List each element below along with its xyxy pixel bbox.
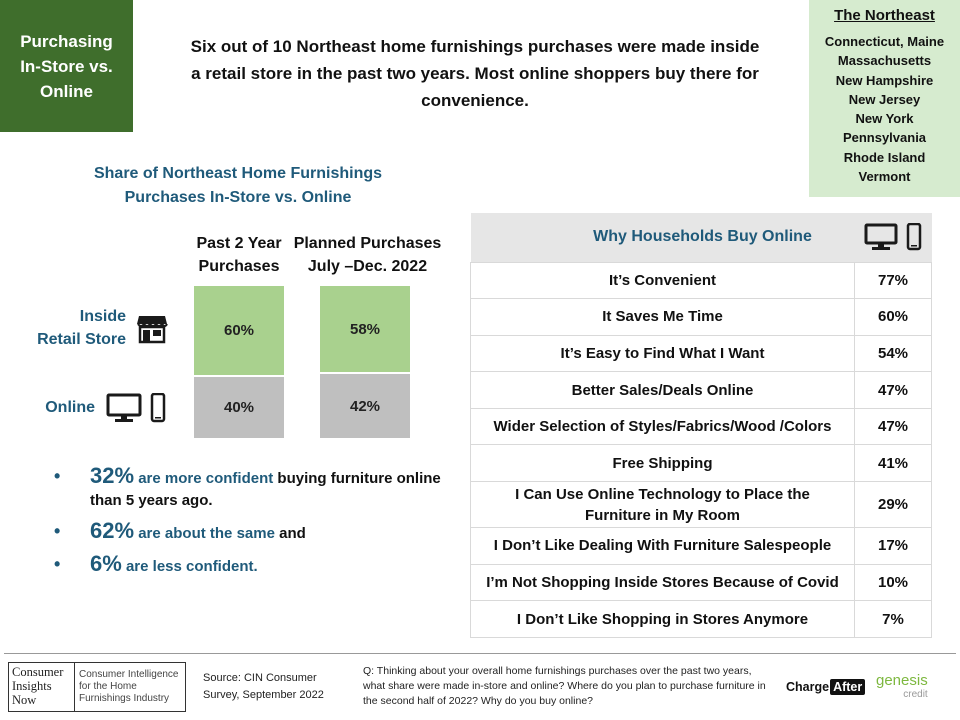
table-row (471, 445, 932, 482)
percent-cell: 17% (855, 528, 932, 565)
headline: Six out of 10 Northeast home furnishings purchases were made inside a retail store in the past two years. Most online shoppers buy there for convenience. (190, 37, 760, 110)
legend-instore-line1: Inside (79, 308, 126, 325)
legend-instore-line2: Retail Store (37, 331, 126, 348)
legend-instore-label (20, 305, 126, 351)
bar-online-1 (194, 377, 284, 438)
smartphone-icon (906, 223, 922, 251)
bar-value-label: 42% (349, 397, 381, 415)
desktop-icon (864, 223, 898, 251)
genesis-word: genesis (876, 672, 928, 689)
region-box (809, 0, 960, 197)
table-header-icons (855, 213, 932, 262)
region-state: Massachusetts (837, 53, 932, 69)
reason-cell: I Can Use Online Technology to Place the Furniture in My Room (471, 482, 855, 528)
region-states-list (809, 32, 960, 186)
percent-cell: 10% (855, 564, 932, 601)
store-icon (136, 312, 168, 344)
percent-cell: 47% (855, 372, 932, 409)
chart-title-line1: Share of Northeast Home Furnishings (93, 165, 383, 182)
desktop-icon (106, 393, 142, 423)
cin-logo-wordmark (9, 663, 75, 711)
logo-word: Consumer (12, 665, 64, 679)
bullet-highlight: are about the same (138, 525, 275, 542)
bar-value-label: 40% (223, 399, 255, 417)
section-title-line2: In-Store vs. (20, 56, 113, 76)
percent-cell: 29% (855, 482, 932, 528)
chart-category-label (183, 232, 295, 278)
chart-category-label (290, 232, 445, 278)
smartphone-icon (150, 393, 166, 423)
bullet-text: and (274, 525, 306, 542)
reason-cell: Better Sales/Deals Online (471, 372, 855, 409)
bullet-item (54, 520, 444, 545)
source-note (203, 670, 324, 704)
logo-word: Now (12, 693, 37, 707)
section-title-line1: Purchasing (20, 31, 113, 51)
bullet-dot: • (54, 554, 61, 574)
logo-tagline-line: Furnishings Industry (79, 693, 170, 704)
table-row (471, 564, 932, 601)
region-state: Connecticut, Maine (824, 34, 945, 49)
table-header-label: Why Households Buy Online (593, 228, 812, 246)
bullet-text: buying furniture online than 5 years ago. (90, 470, 441, 509)
bullet-item (54, 553, 444, 578)
logo-word: Insights (12, 679, 52, 693)
source-line: Survey, September 2022 (203, 689, 324, 701)
bullet-dot: • (54, 466, 61, 486)
bullet-highlight: are more confident (138, 470, 274, 487)
bullet-item (54, 465, 444, 512)
survey-question: Q: Thinking about your overall home furnishings purchases over the past two years, what share were made in-store and online? Where do you plan to purchase furniture in the second half of 2022? Why do you buy online? (363, 665, 766, 707)
chargeafter-word: Charge (786, 680, 830, 694)
percent-cell: 54% (855, 335, 932, 372)
legend-online-label: Online (45, 399, 95, 416)
table-row (471, 372, 932, 409)
bar-instore-2 (320, 286, 410, 374)
chargeafter-logo (786, 680, 865, 694)
percent-cell: 60% (855, 299, 932, 336)
table-row (471, 262, 932, 299)
reason-cell: It’s Convenient (471, 262, 855, 299)
cin-logo (8, 662, 186, 712)
chart-title-line2: Purchases In-Store vs. Online (124, 189, 352, 206)
table-row (471, 299, 932, 336)
reason-cell: Free Shipping (471, 445, 855, 482)
chart-title (70, 162, 406, 210)
category-label-line: Past 2 Year (196, 235, 282, 252)
bullet-percent: 32% (90, 463, 135, 488)
percent-cell: 7% (855, 601, 932, 638)
reason-cell: I’m Not Shopping Inside Stores Because of Covid (471, 564, 855, 601)
bar-online-2 (320, 374, 410, 438)
table-row (471, 408, 932, 445)
bar-value-label: 58% (349, 320, 381, 338)
category-label-line: July –Dec. 2022 (307, 258, 428, 275)
region-state: Pennsylvania (842, 130, 927, 146)
bar-value-label: 60% (223, 322, 255, 340)
cin-logo-tagline (75, 663, 183, 711)
reason-cell: It Saves Me Time (471, 299, 855, 336)
reason-cell: Wider Selection of Styles/Fabrics/Wood /Colors (471, 408, 855, 445)
table-header-row (471, 213, 932, 262)
region-title: The Northeast (834, 7, 935, 24)
genesis-credit-logo (876, 674, 928, 702)
percent-cell: 47% (855, 408, 932, 445)
logo-tagline-line: for the Home (79, 681, 137, 692)
bullet-dot: • (54, 521, 61, 541)
reason-cell: I Don’t Like Dealing With Furniture Salespeople (471, 528, 855, 565)
reason-cell: I Don’t Like Shopping in Stores Anymore (471, 601, 855, 638)
bullet-percent: 6% (90, 551, 122, 576)
table-row (471, 335, 932, 372)
category-label-line: Planned Purchases (293, 235, 442, 252)
section-title-box (0, 0, 133, 132)
region-state: New Hampshire (835, 72, 934, 88)
category-label-line: Purchases (198, 258, 280, 275)
region-state: New Jersey (848, 91, 921, 107)
logo-tagline-line: Consumer Intelligence (79, 669, 179, 680)
percent-cell: 41% (855, 445, 932, 482)
table-row (471, 482, 932, 528)
source-line: Source: CIN Consumer (203, 672, 317, 684)
why-buy-online-table (470, 213, 932, 638)
genesis-credit-word: credit (903, 689, 928, 700)
section-title-line3: Online (40, 81, 93, 101)
confidence-bullets (54, 465, 444, 586)
bullet-highlight: are less confident. (125, 558, 258, 575)
table-row (471, 601, 932, 638)
reason-cell: It’s Easy to Find What I Want (471, 335, 855, 372)
region-state: Rhode Island (843, 149, 926, 165)
chargeafter-word: After (830, 679, 865, 695)
footer-divider (4, 653, 956, 654)
table-row (471, 528, 932, 565)
region-state: New York (855, 111, 914, 127)
bar-instore-1 (194, 286, 284, 377)
region-state: Vermont (858, 169, 911, 185)
percent-cell: 77% (855, 262, 932, 299)
bullet-percent: 62% (90, 518, 135, 543)
